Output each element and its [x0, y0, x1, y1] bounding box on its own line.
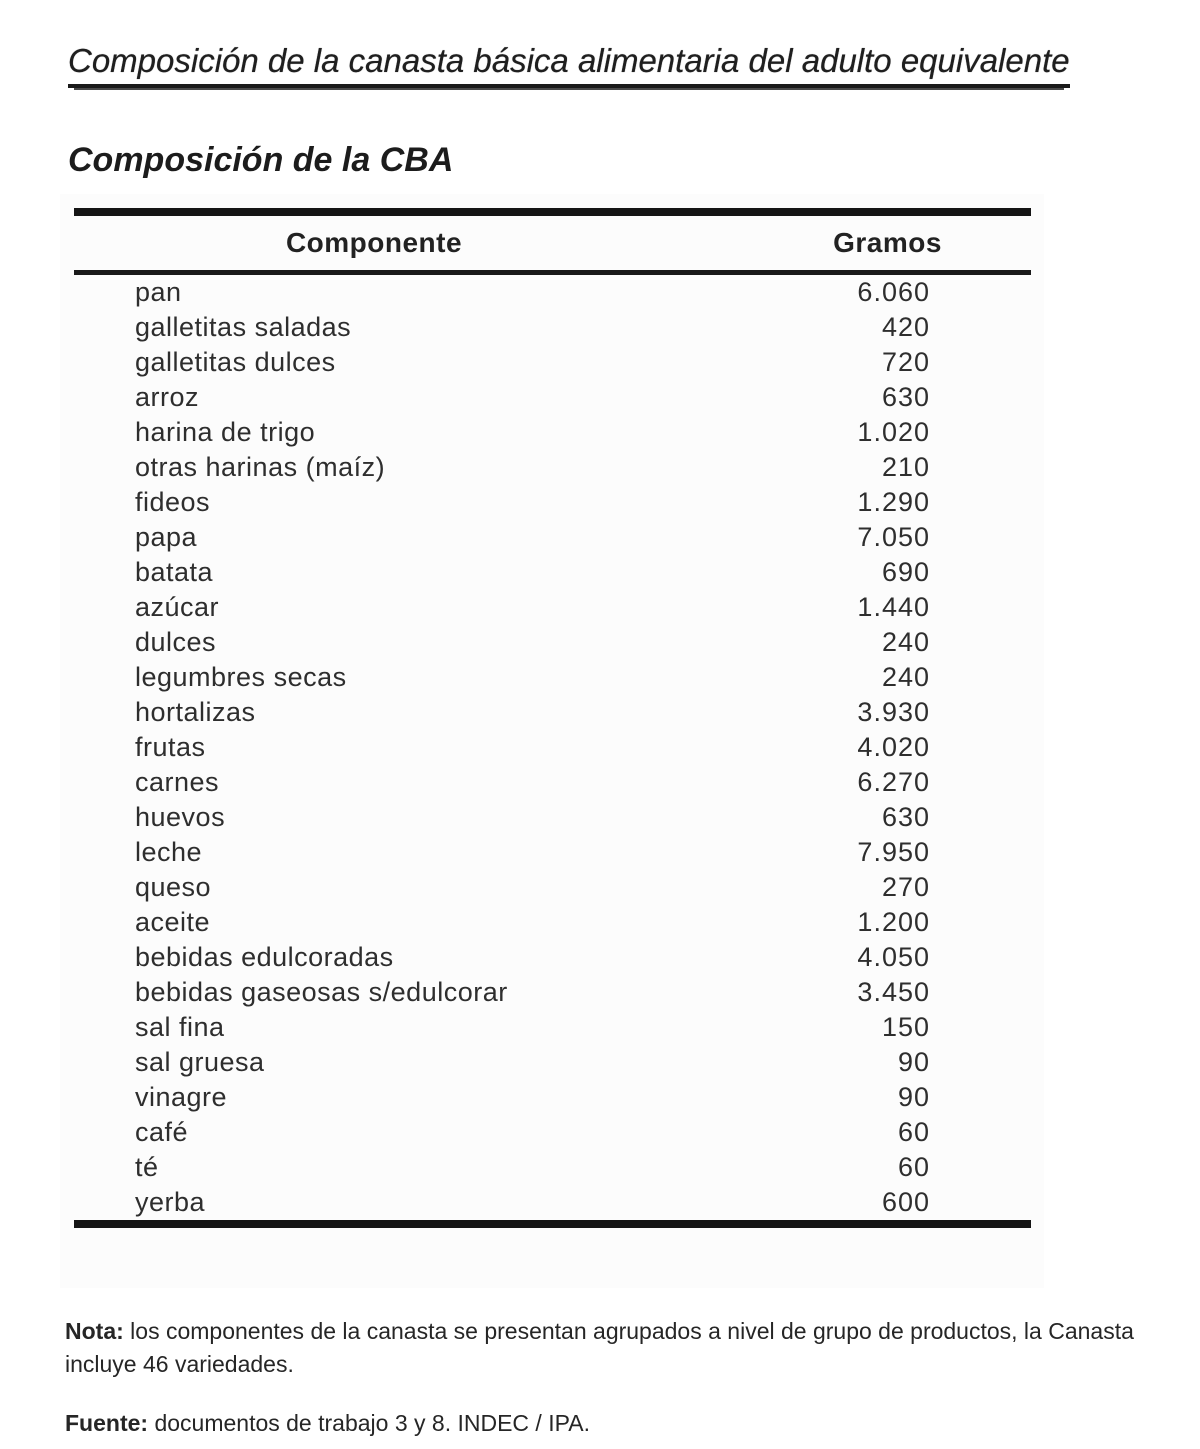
grams-cell: 7.050 — [857, 522, 930, 552]
cba-table — [74, 208, 1031, 1228]
table-row — [74, 1150, 1031, 1185]
source-paragraph — [65, 1407, 590, 1440]
grams-cell: 630 — [881, 802, 930, 832]
table-row — [74, 905, 1031, 940]
column-header-componente: Componente — [285, 227, 463, 258]
component-cell: bebidas gaseosas s/edulcorar — [135, 977, 508, 1007]
grams-cell: 60 — [897, 1152, 930, 1182]
grams-cell: 630 — [881, 382, 930, 412]
table-row — [74, 485, 1031, 520]
component-cell: arroz — [135, 382, 200, 412]
grams-cell: 1.200 — [857, 907, 930, 937]
component-cell: vinagre — [135, 1082, 228, 1112]
component-cell: hortalizas — [135, 697, 256, 727]
table-row — [74, 800, 1031, 835]
component-cell: bebidas edulcoradas — [135, 942, 394, 972]
grams-cell: 240 — [881, 627, 930, 657]
grams-cell: 4.020 — [857, 732, 930, 762]
component-cell: yerba — [135, 1187, 206, 1217]
table-row — [74, 345, 1031, 380]
table-row — [74, 380, 1031, 415]
component-cell: harina de trigo — [135, 417, 316, 447]
grams-cell: 150 — [881, 1012, 930, 1042]
table-row — [74, 1185, 1031, 1220]
table-row — [74, 870, 1031, 905]
grams-cell: 1.020 — [857, 417, 930, 447]
table-row — [74, 730, 1031, 765]
table-row — [74, 555, 1031, 590]
component-cell: azúcar — [135, 592, 220, 622]
table-row — [74, 765, 1031, 800]
table-row — [74, 695, 1031, 730]
grams-cell: 270 — [881, 872, 930, 902]
component-cell: pan — [135, 277, 182, 307]
column-header-gramos: Gramos — [833, 227, 942, 258]
grams-cell: 420 — [881, 312, 930, 342]
table-top-rule — [74, 208, 1031, 216]
note-paragraph — [65, 1315, 1160, 1381]
grams-cell: 600 — [881, 1187, 930, 1217]
grams-cell: 90 — [897, 1047, 930, 1077]
grams-cell: 3.450 — [857, 977, 930, 1007]
grams-cell: 210 — [881, 452, 930, 482]
component-cell: sal gruesa — [135, 1047, 265, 1077]
component-cell: huevos — [135, 802, 226, 832]
table-row — [74, 415, 1031, 450]
component-cell: legumbres secas — [135, 662, 347, 692]
table-row — [74, 310, 1031, 345]
grams-cell: 4.050 — [857, 942, 930, 972]
component-cell: batata — [135, 557, 214, 587]
component-cell: dulces — [135, 627, 217, 657]
grams-cell: 3.930 — [857, 697, 930, 727]
component-cell: sal fina — [135, 1012, 225, 1042]
table-row — [74, 450, 1031, 485]
grams-cell: 690 — [881, 557, 930, 587]
component-cell: leche — [135, 837, 203, 867]
document-title-text: Composición de la canasta básica alimentaria del adulto equivalente — [68, 42, 1070, 88]
component-cell: fideos — [135, 487, 211, 517]
table-row — [74, 520, 1031, 555]
grams-cell: 1.290 — [857, 487, 930, 517]
table-header-row — [74, 216, 1031, 270]
grams-cell: 720 — [881, 347, 930, 377]
component-cell: café — [135, 1117, 189, 1147]
component-cell: galletitas saladas — [135, 312, 352, 342]
component-cell: queso — [135, 872, 212, 902]
table-row — [74, 275, 1031, 310]
table-bottom-rule — [74, 1220, 1031, 1228]
table-row — [74, 1080, 1031, 1115]
document-title — [68, 42, 1070, 88]
grams-cell: 6.270 — [857, 767, 930, 797]
component-cell: papa — [135, 522, 198, 552]
grams-cell: 7.950 — [857, 837, 930, 867]
table-body — [74, 275, 1031, 1220]
table-row — [74, 940, 1031, 975]
component-cell: galletitas dulces — [135, 347, 336, 377]
table-row — [74, 625, 1031, 660]
table-row — [74, 660, 1031, 695]
source-text: documentos de trabajo 3 y 8. INDEC / IPA. — [148, 1410, 590, 1436]
table-row — [74, 975, 1031, 1010]
table-row — [74, 590, 1031, 625]
table-row — [74, 835, 1031, 870]
source-label: Fuente: — [65, 1410, 149, 1436]
table-row — [74, 1045, 1031, 1080]
grams-cell: 60 — [897, 1117, 930, 1147]
grams-cell: 240 — [881, 662, 930, 692]
component-cell: carnes — [135, 767, 220, 797]
grams-cell: 1.440 — [857, 592, 930, 622]
table-row — [74, 1010, 1031, 1045]
component-cell: frutas — [135, 732, 206, 762]
component-cell: otras harinas (maíz) — [135, 452, 386, 482]
grams-cell: 6.060 — [857, 277, 930, 307]
grams-cell: 90 — [897, 1082, 930, 1112]
component-cell: té — [135, 1152, 159, 1182]
note-text: los componentes de la canasta se presentan agrupados a nivel de grupo de productos, la Canasta incluye 46 variedades. — [65, 1318, 1134, 1377]
note-label: Nota: — [65, 1318, 124, 1344]
table-row — [74, 1115, 1031, 1150]
component-cell: aceite — [135, 907, 211, 937]
section-title: Composición de la CBA — [68, 141, 454, 179]
